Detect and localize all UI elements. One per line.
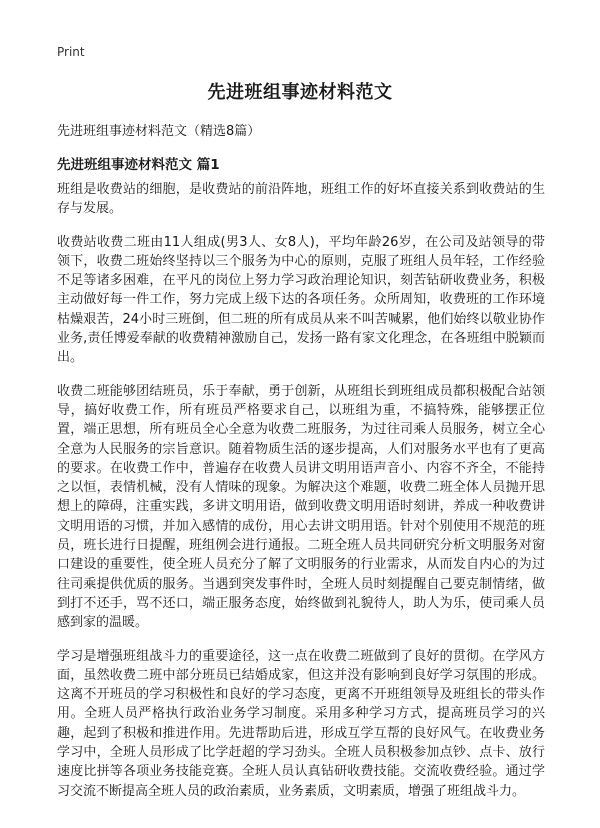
paragraph-2: 收费站收费二班由11人组成(男3人、女8人)，平均年龄26岁，在公司及站领导的带领下，收费二班始终坚持以三个服务为中心的原则，克服了班组人员年轻，工作经验不足等诸多困难，在平凡的岗位上努力学习政治理论知识，刻苦钻研收费业务，积极主动做好每一件工作，努力完成上级下达的各项任务。众所周知，收费班的工作环境枯燥艰苦，24小时三班倒，但二班的所有成员从来不叫苦喊累，他们始终以敬业协作业务,责任博爱奉献的收费精神激励自己，发扬一路有家文化理念，在各班组中脱颖而出。	[57, 234, 545, 366]
print-link[interactable]: Print	[57, 45, 85, 59]
document-title: 先进班组事迹材料范文	[207, 82, 393, 103]
document-body	[57, 180, 545, 815]
paragraph-1: 班组是收费站的细胞，是收费站的前沿阵地，班组工作的好坏直接关系到收费站的生存与发展。	[57, 182, 545, 217]
document-subtitle: 先进班组事迹材料范文（精选8篇）	[57, 124, 261, 139]
paragraph-4: 学习是增强班组战斗力的重要途径，这一点在收费二班做到了良好的贯彻。在学风方面，虽然收费二班中部分班员已结婚成家，但这并没有影响到良好学习氛围的形成。这离不开班员的学习积极性和良好的学习态度，更离不开班组领导及班组长的带头作用。全班人员严格执行政治业务学习制度。采用多种学习方式，提高班员学习的兴趣，起到了积极和推进作用。先进帮助后进，形成互学互帮的良好风气。在收费业务学习中，全班人员形成了比学赶超的学习劲头。全班人员积极参加点钞、点卡、放行速度比拼等各项业务技能竞赛。全班人员认真钻研收费技能。交流收费经验。通过学习交流不断提高全班人员的政治素质，业务素质，文明素质，增强了班组战斗力。	[57, 648, 545, 799]
paragraph-3: 收费二班能够团结班员，乐于奉献，勇于创新，从班组长到班组成员都积极配合站领导，搞好收费工作，所有班员严格要求自己，以班组为重，不搞特殊，能够摆正位置，端正思想，所有班员全心全意为收费二班服务，为过往司乘人员服务，树立全心全意为人民服务的宗旨意识。随着物质生活的逐步提高，人们对服务水平也有了更高的要求。在收费工作中，普遍存在收费人员讲文明用语声音小、内容不齐全，不能持之以恒，表情机械，没有人情味的现象。为解决这个难题，收费二班全体人员抛开思想上的障碍，注重实践，多讲文明用语，做到收费文明用语时刻讲，养成一种收费讲文明用语的习惯，并加入感情的成份，用心去讲文明用语。针对个别使用不规范的班员，班长进行日提醒，班组例会进行通报。二班全班人员共同研究分析文明服务对窗口建设的重要性，使全班人员充分了解了文明服务的行业需求，从而发自内心的为过往司乘提供优质的服务。当遇到突发事件时，全班人员时刻提醒自己要克制情绪，做到打不还手，骂不还口，端正服务态度，始终做到礼貌待人，助人为乐，使司乘人员感到家的温暖。	[57, 383, 545, 631]
section-heading: 先进班组事迹材料范文 篇1	[57, 157, 220, 173]
